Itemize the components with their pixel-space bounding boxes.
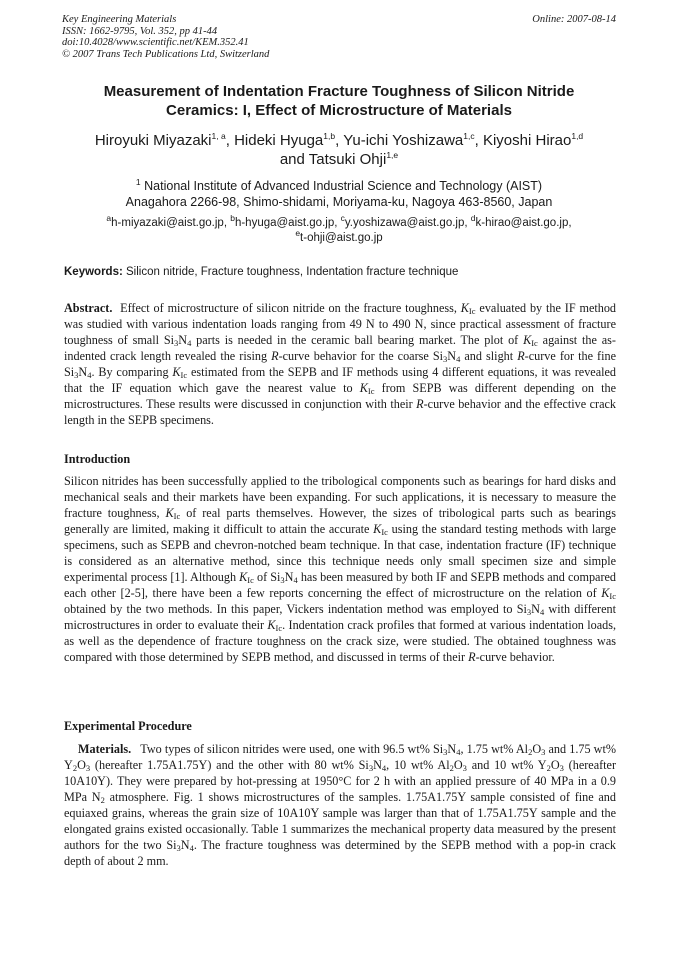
symbol-o: O [550,758,560,772]
affiliation-line-1: National Institute of Advanced Industrial Science and Technology (AIST) [144,179,543,193]
intro-text: using the standard testing methods with large specimens, such as SEPB and chevron-notched beam technique. In that case, indentation fracture (IF) technique is considered as an alternative method, since this technique needs only small specimen size and simple experimental process [1]. Although [64,522,616,584]
subscript: 3 [526,607,532,617]
abstract-text: . By comparing [91,365,169,379]
author-conjunction: and [279,151,305,168]
subscript: 3 [443,354,448,364]
abstract-text: evaluated by the IF method was studied with various indentation loads ranging from 49 N to 490 N, since practical assessment of fracture toughness of small Si [64,301,617,347]
symbol-k: K [239,570,248,584]
introduction-heading: Introduction [64,452,131,466]
symbol-k: K [373,522,382,536]
abstract-text: Effect of microstructure of silicon nitride on the fracture toughness, [120,301,457,315]
intro-text: with different microstructures in order to evaluate their [64,602,616,632]
email-list [40,213,638,246]
exp-text: and 1.75 wt% Y [64,742,617,772]
journal-name: Key Engineering Materials [62,14,177,25]
symbol-n: N [447,349,457,363]
symbol-n: N [178,333,188,347]
symbol-k: K [165,506,174,520]
exp-text: , 10 wt% Al [386,758,450,772]
keywords-text: Silicon nitride, Fracture toughness, Indentation fracture technique [126,266,459,278]
subscript: 3 [462,763,467,773]
author-affil-marker: 1,c [463,131,475,141]
symbol-o: O [453,758,463,772]
abstract-text: -curve behavior and the effective crack length in the SEPB specimens. [64,397,616,427]
introduction-body [64,473,616,665]
intro-text: -curve behavior. [475,650,555,664]
abstract-label: Abstract. [64,301,113,315]
author-affil-marker: 1,b [323,131,336,141]
symbol-ic: Ic [180,370,188,380]
subscript: 3 [280,575,285,585]
subscript: 2 [546,763,551,773]
affiliation-line-2: Anagahora 2266-98, Shimo-shidami, Moriyama-ku, Nagoya 463-8560, Japan [125,195,553,209]
symbol-ic: Ic [468,306,476,316]
intro-text: of real parts themselves. However, the sizes of tribological parts such as bearings generally are limited, making it difficult to attain the accurate [64,506,617,536]
experimental-body [64,741,616,869]
subscript: 4 [456,747,461,757]
author-name: Kiyoshi Hirao [482,132,572,149]
symbol-n: N [531,602,540,616]
journal-copyright: © 2007 Trans Tech Publications Ltd, Switzerland [62,48,270,60]
email-marker: d [470,213,476,224]
materials-label: Materials. [78,742,132,756]
exp-text: . The fracture toughness was determined by the SEPB method with a pop-in crack depth of about 2 mm. [64,838,616,868]
symbol-k: K [523,333,532,347]
subscript: 3 [176,843,181,853]
symbol-o: O [77,758,86,772]
author-name: Yu-ichi Yoshizawa [343,132,464,149]
journal-header [62,14,616,60]
symbol-ic: Ic [609,591,616,601]
author-name: Tatsuki Ohji [308,151,387,168]
symbol-r: R [271,349,279,363]
symbol-k: K [601,586,610,600]
email-link[interactable]: k-hirao@aist.go.jp, [475,217,572,229]
title-line-1: Measurement of Indentation Fracture Toughness of Silicon Nitride [103,83,575,100]
journal-doi: doi:10.4028/www.scientific.net/KEM.352.41 [62,37,249,48]
affiliation-marker: 1 [135,176,141,187]
title-line-2: Ceramics: I, Effect of Microstructure of Materials [166,102,512,119]
abstract [64,300,616,428]
symbol-k: K [267,618,276,632]
abstract-text: and slight [464,349,514,363]
symbol-k: K [359,381,368,395]
symbol-r: R [517,349,525,363]
exp-text: (hereafter 10A10Y). They were prepared by hot-pressing at 1950°C for 2 h with an applied pressure of 40 MPa in a 0.9 MPa N [64,758,617,804]
journal-issn: ISSN: 1662-9795, Vol. 352, pp 41-44 [62,25,218,37]
abstract-text: from SEPB was different depending on the microstructures. These results were discussed in conjunction with their [64,381,617,411]
subscript: 4 [381,763,387,773]
subscript: 2 [449,763,454,773]
email-link[interactable]: y.yoshizawa@aist.go.jp, [344,217,468,229]
author-affil-marker: 1, a [211,131,226,141]
subscript: 3 [368,763,374,773]
exp-text: and 10 wt% Y [471,758,547,772]
intro-text: Silicon nitrides has been successfully applied to the tribological components such as bearings for hard disks and mechanical seals and their markets have been expanding. For such applications, it is necessary to measure the fracture toughness, [64,474,616,520]
email-marker: c [340,213,345,224]
symbol-ic: Ic [381,527,388,537]
symbol-n: N [373,758,382,772]
subscript: 2 [72,763,78,773]
subscript: 2 [528,747,533,757]
symbol-n: N [284,570,294,584]
exp-text: (hereafter 1.75A1.75Y) and the other with 80 wt% Si [94,758,369,772]
abstract-text: parts is needed in the ceramic ball bearing market. The plot of [196,333,519,347]
email-link[interactable]: h-hyuga@aist.go.jp, [234,217,338,229]
symbol-k: K [172,365,181,379]
email-marker: a [106,213,112,224]
subscript: 3 [443,747,448,757]
symbol-ic: Ic [367,386,375,396]
abstract-text: -curve for the fine Si [64,349,617,379]
intro-text: of Si [257,570,281,584]
email-marker: b [230,213,235,224]
abstract-text: -curve behavior for the coarse Si [278,349,444,363]
exp-text: atmosphere. Fig. 1 shows microstructures of the samples. 1.75A1.75Y sample consisted of fine and equiaxed grains, whereas the grain size of 10A10Y sample was larger than that of 1.75A1.75Y sample and the elongated grains existed occasionally. Table 1 summarizes the mechanical property data measured by the present authors for the two Si [64,790,616,852]
symbol-r: R [468,650,476,664]
email-link[interactable]: t-ohji@aist.go.jp [300,232,383,244]
intro-text: has been measured by both IF and SEPB methods and compared each other [2-5], there have been a few reports concerning the effect of microstructure on the relation of [64,570,617,600]
affiliation [40,178,638,210]
author-affil-marker: 1,d [571,131,584,141]
symbol-n: N [180,838,190,852]
subscript: 4 [87,370,92,380]
symbol-n: N [78,365,88,379]
exp-text: , 1.75 wt% Al [460,742,529,756]
keywords [64,265,624,279]
subscript: 4 [293,575,298,585]
symbol-ic: Ic [531,338,538,348]
intro-text: obtained by the two methods. In this paper, Vickers indentation method was employed to Si [64,602,527,616]
subscript: 3 [74,370,79,380]
online-date: Online: 2007-08-14 [532,14,616,25]
symbol-ic: Ic [247,575,254,585]
keywords-label: Keywords: [64,266,123,278]
symbol-ic: Ic [173,511,181,521]
exp-text: Two types of silicon nitrides were used, one with 96.5 wt% Si [140,742,444,756]
subscript: 3 [559,763,564,773]
abstract-text: against the as-indented crack length revealed the rising [64,333,616,363]
intro-text: . Indentation crack profiles that formed at various indentation loads, as well as the dependence of fracture toughness on the crack size, were studied. The obtained toughness was compared with those determined by SEPB method, and discussed in terms of their [64,618,616,664]
abstract-text: estimated from the SEPB and IF methods using 4 different equations, it was revealed that the IF equation which gave the nearest value to [64,365,617,395]
subscript: 3 [541,747,546,757]
author-name: Hiroyuki Miyazaki [94,132,212,149]
subscript: 4 [189,843,194,853]
symbol-k: K [460,301,469,315]
email-marker: e [295,228,301,239]
subscript: 3 [174,338,179,348]
symbol-o: O [532,742,542,756]
subscript: 4 [539,607,545,617]
symbol-n: N [447,742,457,756]
subscript: 4 [456,354,461,364]
symbol-r: R [416,397,424,411]
subscript: 2 [100,795,105,805]
subscript: 3 [85,763,91,773]
subscript: 4 [187,338,192,348]
author-name: Hideki Hyuga [234,132,324,149]
author-affil-marker: 1,e [386,150,399,160]
experimental-heading: Experimental Procedure [64,719,192,733]
email-link[interactable]: h-miyazaki@aist.go.jp, [111,217,228,229]
paper-title [40,82,638,120]
author-list: Hiroyuki Miyazaki$^{1, a}$, Hideki Hyuga$^{1,b}$, Yu-ichi Yoshizawa$^{1,c}$, Kiyoshi Hirao$^{1,d}$ and Tatsuki Ohji$^{1,e}$ [94,131,584,168]
symbol-ic: Ic [275,623,283,633]
